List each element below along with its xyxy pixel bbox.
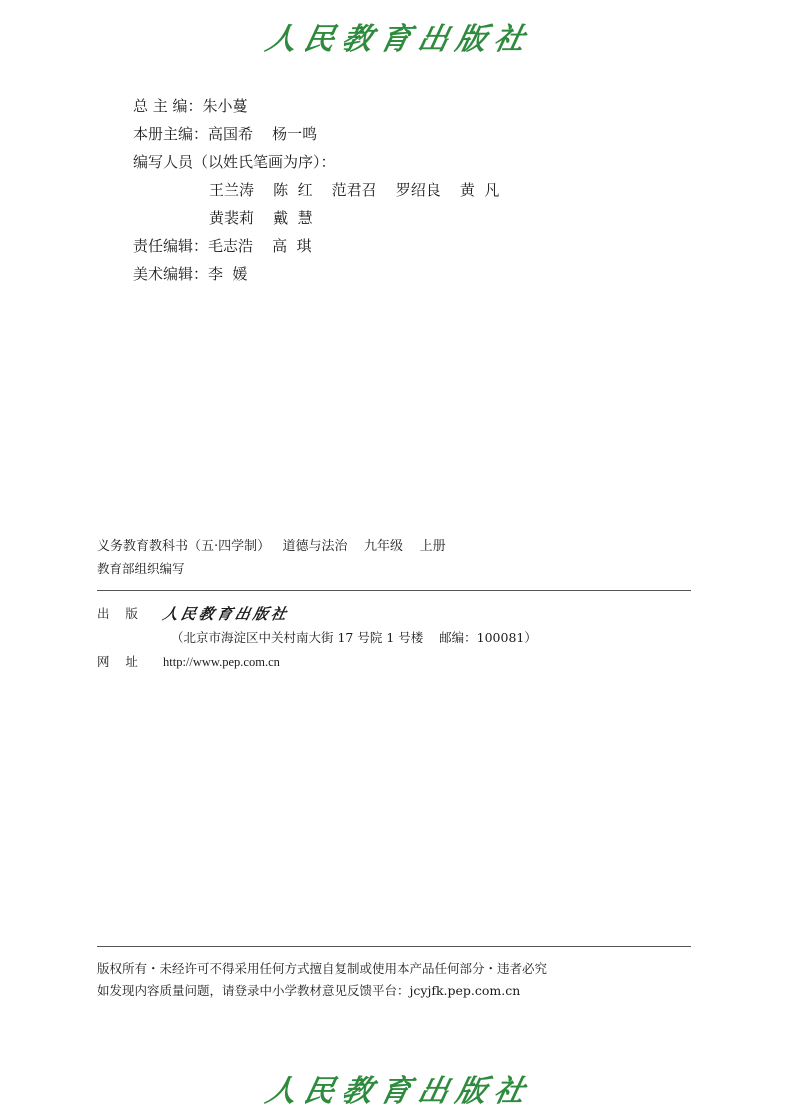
credit-value: 高国希 杨一鸣: [208, 125, 318, 143]
credit-label: 编写人员（以姓氏笔画为序）：: [133, 153, 336, 171]
credit-value: 黄裴莉 戴 慧: [209, 209, 313, 227]
credit-value: 毛志浩 高 琪: [208, 237, 312, 255]
credit-value: 王兰涛 陈 红 范君召 罗绍良 黄 凡: [209, 181, 500, 199]
credit-label: 美术编辑：: [133, 265, 209, 283]
credit-label: 本册主编：: [133, 125, 209, 143]
divider: [97, 590, 691, 591]
publisher-logo-top: 人民教育出版社: [262, 22, 536, 57]
credit-row-writers-1: [133, 176, 499, 204]
book-title-block: [97, 536, 446, 580]
publisher-address: （北京市海淀区中关村南大街 17 号院 1 号楼 邮编：100081）: [171, 630, 537, 645]
website-url: http://www.pep.com.cn: [163, 655, 280, 669]
publisher-name: 人民教育出版社: [161, 605, 291, 623]
copyright-notice: [97, 958, 547, 1002]
editorial-credits: [133, 92, 499, 288]
publisher-row: [97, 602, 537, 626]
publication-info: [97, 602, 537, 674]
credit-label: 责任编辑：: [133, 237, 209, 255]
credit-value: 李 媛: [208, 265, 248, 283]
website-row: [97, 650, 537, 674]
publisher-logo-bottom: 人民教育出版社: [262, 1074, 536, 1109]
credit-row-writers-2: [133, 204, 499, 232]
feedback-line: 如发现内容质量问题，请登录中小学教材意见反馈平台：jcyjfk.pep.com.cn: [97, 983, 521, 998]
book-title: 义务教育教科书（五·四学制） 道德与法治 九年级 上册: [97, 539, 446, 554]
credit-value: 朱小蔓: [202, 97, 248, 115]
website-label: 网 址: [97, 654, 138, 669]
divider: [97, 946, 691, 947]
publisher-label: 出 版: [97, 606, 138, 621]
credit-label: 总 主 编：: [133, 97, 203, 115]
compiled-by: 教育部组织编写: [97, 561, 185, 576]
credit-row-volume-editor: [133, 120, 499, 148]
credit-row-art-editor: [133, 260, 499, 288]
copyright-line: 版权所有・未经许可不得采用任何方式擅自复制或使用本产品任何部分・违者必究: [97, 961, 548, 976]
credit-row-writers-label: [133, 148, 499, 176]
credit-row-chief-editor: [133, 92, 499, 120]
credit-row-responsible-editor: [133, 232, 499, 260]
